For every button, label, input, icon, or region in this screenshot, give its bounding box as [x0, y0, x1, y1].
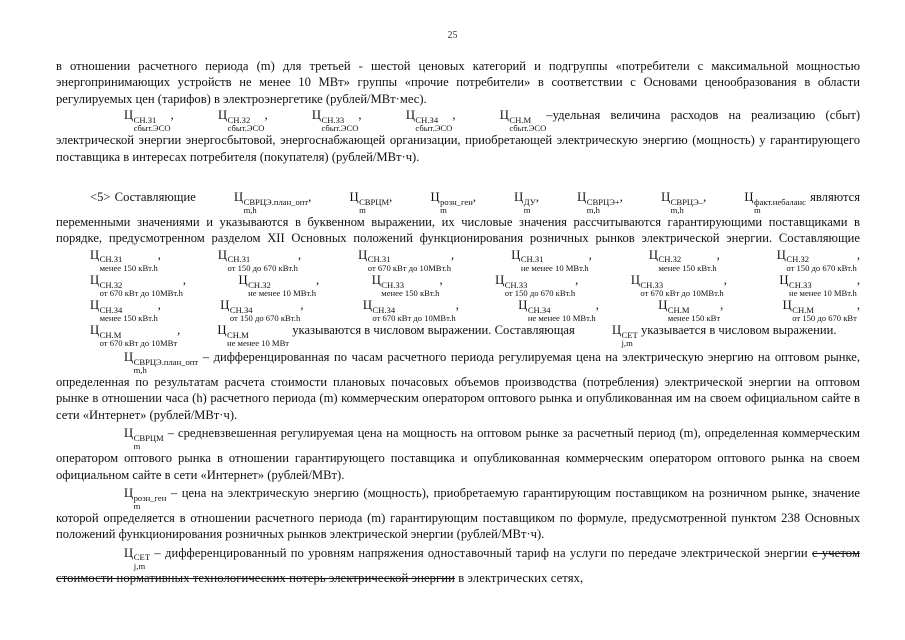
definition-text: – дифференцированный по уровням напряжения одноставочный тариф на услуги по передаче электрической	[154, 545, 761, 560]
formula-symbol-base: Ц	[611, 322, 622, 337]
formula-symbol-base: Ц	[238, 272, 248, 287]
formula-symbol-base: Ц	[430, 190, 440, 205]
formula-symbol	[183, 322, 289, 347]
formula-superscript: СН.З1	[133, 114, 157, 125]
formula-symbol-base: Ц	[661, 190, 671, 205]
paragraph-continuation: в отношении расчетного периода (m) для третьей - шестой ценовых категорий и подгруппы «потребители с максимальной мощностью энергопринимающих устройств не менее 10 МВт» группы «прочие потребители» в соответствии с Основами ценообразования в области регулируемых цен (тарифов) в электроэнергетике (рублей/МВт·мес).	[56, 59, 860, 106]
formula-separator: ,	[856, 272, 860, 287]
formula-indices	[668, 306, 720, 322]
formula-separator: ,	[455, 297, 485, 312]
formula-separator: –	[546, 108, 553, 123]
formula-separator: ,	[308, 190, 316, 205]
formula-indices	[372, 306, 455, 322]
formula-subscript: не менее 10 МВт.h	[520, 262, 589, 273]
formula-superscript: СН.З3	[788, 279, 812, 290]
formula-superscript: СН.З2	[248, 279, 271, 290]
formula-indices	[528, 306, 596, 322]
formula-subscript: m,h	[133, 364, 147, 375]
formula-symbol	[278, 107, 359, 132]
formula-indices	[415, 116, 452, 132]
definition-text: энергии	[764, 545, 808, 560]
formula-indices	[509, 116, 546, 132]
formula-indices	[640, 281, 723, 297]
formula-indices	[100, 281, 183, 297]
formula-subscript: m	[754, 204, 761, 215]
formula-symbol	[200, 189, 308, 214]
formula-indices	[134, 494, 167, 510]
formula-separator: ,	[703, 190, 711, 205]
formula-symbol	[477, 247, 588, 272]
formula-superscript: ДУ	[523, 196, 536, 207]
formula-superscript: СВРЦЭ.план_опт	[243, 196, 309, 207]
formula-symbol	[615, 247, 717, 272]
formula-separator: ,	[297, 247, 325, 262]
formula-indices	[100, 306, 158, 322]
formula-symbol	[745, 272, 856, 297]
formula-symbol	[329, 297, 456, 322]
formula-symbol-group	[90, 545, 154, 571]
formula-separator: ,	[716, 247, 743, 262]
formula-symbol	[186, 297, 300, 322]
paragraph-wholesale-capacity-price	[56, 425, 860, 483]
formula-symbol	[749, 297, 857, 322]
formula-subscript: менее 150 кВт.h	[658, 262, 717, 273]
formula-symbol-base: Ц	[405, 108, 415, 123]
paragraph-transmission-tariff	[56, 545, 860, 586]
formula-symbol-base: Ц	[124, 486, 134, 500]
formula-subscript: сбыт.ЭСО	[321, 123, 359, 134]
formula-separator: ,	[575, 272, 597, 287]
formula-separator: ,	[452, 108, 466, 123]
definition-text: – средневзвешенная регулируемая цена на мощность на оптовом рынке за расчетный период (m), определенная коммерческим оператором оптового рынка в отношении гарантирующего поставщика и опубликованная коммерческим оператором оптового рынка на своем официальном сайте в сети «Интернет» (рублей/МВт).	[56, 426, 860, 482]
formula-symbol-base: Ц	[90, 322, 100, 337]
formula-subscript: m	[359, 204, 366, 215]
formula-subscript: m	[133, 500, 141, 511]
formula-subscript: от 150 до 670 кВт.h	[227, 262, 298, 273]
formula-symbol-base: Ц	[514, 190, 524, 205]
formula-superscript: СВРЦМ	[359, 196, 390, 207]
formula-subscript: от 670 кВт до 10МВт.h	[640, 287, 724, 298]
formula-symbol-base: Ц	[495, 272, 505, 287]
paragraph-retail-price	[56, 485, 860, 543]
formula-indices	[244, 198, 309, 214]
formula-indices	[671, 198, 703, 214]
formula-separator: ,	[358, 108, 372, 123]
formula-symbol	[578, 322, 638, 347]
formula-superscript: СН.М	[792, 304, 814, 315]
formula-separator: ,	[451, 247, 478, 262]
document-body	[56, 58, 860, 586]
formula-superscript: СН.З2	[227, 114, 251, 125]
formula-symbol-group	[578, 322, 641, 348]
formula-superscript: СН.З4	[415, 114, 439, 125]
formula-indices	[248, 281, 316, 297]
formula-subscript: менее 150 кВт.h	[381, 287, 440, 298]
formula-superscript: СН.М	[227, 329, 249, 340]
formula-indices	[321, 116, 358, 132]
formula-subscript: не менее 10 МВт.h	[527, 312, 596, 323]
footnote-lead: <5> Составляющие	[90, 190, 196, 205]
formula-symbol	[338, 272, 440, 297]
formula-superscript: СН.З4	[527, 304, 551, 315]
formula-symbol	[56, 272, 183, 297]
formula-superscript: СН.З3	[640, 279, 664, 290]
formula-indices	[524, 198, 536, 214]
formula-symbol-group	[90, 486, 171, 511]
formula-superscript: СЕТ	[133, 552, 151, 563]
formula-separator: ,	[389, 190, 397, 205]
formula-symbol-base: Ц	[779, 272, 789, 287]
formula-separator: ,	[472, 190, 481, 205]
formula-indices	[100, 331, 177, 347]
formula-symbol-group	[90, 426, 168, 451]
formula-superscript: розн_ген	[440, 196, 473, 207]
formula-superscript: СН.З2	[99, 279, 123, 290]
formula-symbol-base: Ц	[577, 190, 587, 205]
formula-indices	[622, 331, 638, 347]
formula-separator: ,	[619, 190, 628, 205]
formula-superscript: СН.З1	[367, 254, 391, 265]
formula-symbol-base: Ц	[358, 247, 368, 262]
formula-symbol	[543, 189, 620, 214]
page-number: 25	[447, 30, 458, 41]
formula-subscript: не менее 10 МВт.h	[248, 287, 317, 298]
formula-superscript: СН.З4	[99, 304, 123, 315]
formula-symbol-group	[90, 108, 553, 134]
formula-separator: ,	[856, 297, 861, 312]
formula-symbol-base: Ц	[499, 108, 509, 123]
formula-symbol-base: Ц	[648, 247, 658, 262]
formula-symbol	[461, 272, 575, 297]
formula-subscript: от 150 до 670 кВт.h	[229, 312, 301, 323]
formula-symbol-base: Ц	[90, 247, 100, 262]
formula-subscript: m	[133, 440, 141, 451]
formula-superscript: СН.М	[99, 329, 122, 340]
formula-symbol	[597, 272, 724, 297]
formula-indices	[789, 281, 857, 297]
formula-separator: ,	[182, 272, 205, 287]
formula-indices	[230, 306, 300, 322]
formula-symbol	[480, 189, 536, 214]
formula-symbol-base: Ц	[124, 426, 134, 441]
formula-separator: ,	[157, 247, 184, 262]
formula-symbol-base: Ц	[311, 108, 321, 123]
formula-subscript: менее 150 кВт.h	[99, 262, 158, 273]
formula-symbol-base: Ц	[217, 108, 228, 123]
formula-symbol	[56, 322, 177, 347]
formula-symbol-base: Ц	[124, 349, 134, 364]
formula-symbol-base: Ц	[217, 247, 228, 262]
formula-subscript: от 670 кВт до 10МВт.h	[99, 287, 183, 298]
formula-indices	[368, 255, 451, 271]
formula-symbol-group	[90, 349, 203, 375]
formula-symbol	[396, 189, 472, 214]
formula-indices	[227, 331, 289, 347]
formula-indices	[134, 434, 164, 450]
formula-subscript: не менее 10 МВт	[227, 337, 290, 348]
formula-separator: ,	[720, 297, 749, 312]
formula-symbol-base: Ц	[349, 190, 359, 205]
formula-symbol	[324, 247, 451, 272]
formula-subscript: от 150 до 670 кВт	[792, 312, 857, 323]
formula-symbol	[315, 189, 389, 214]
formula-indices	[134, 553, 151, 569]
formula-symbol-base: Ц	[658, 297, 668, 312]
formula-symbol-base: Ц	[233, 190, 244, 205]
formula-indices	[521, 255, 589, 271]
formula-superscript: розн_ген	[133, 492, 167, 503]
formula-symbol-base: Ц	[518, 297, 528, 312]
formula-indices	[134, 116, 171, 132]
formula-superscript: СВРЦЭ–	[670, 196, 704, 207]
formula-separator: ,	[588, 247, 615, 262]
formula-symbol	[56, 247, 158, 272]
footnote-body: указывается в числовом выражении.	[640, 322, 837, 337]
formula-symbol	[484, 297, 595, 322]
formula-indices	[754, 198, 806, 214]
formula-subscript: сбыт.ЭСО	[415, 123, 453, 134]
formula-indices	[505, 281, 575, 297]
formula-subscript: m,h	[586, 204, 600, 215]
formula-indices	[440, 198, 473, 214]
formula-subscript: m	[440, 204, 447, 215]
formula-symbol	[90, 545, 150, 570]
formula-symbol	[184, 247, 298, 272]
formula-indices	[786, 255, 856, 271]
formula-symbol	[710, 189, 806, 214]
formula-symbol-base: Ц	[220, 297, 230, 312]
paragraph-sales-cost-definition	[56, 107, 860, 165]
formula-superscript: факт.небаланс	[754, 196, 806, 207]
formula-separator: ,	[439, 272, 462, 287]
formula-subscript: менее 150 кВт.h	[99, 312, 158, 323]
formula-superscript: СВРЦЭ+	[586, 196, 620, 207]
formula-separator: ,	[595, 297, 625, 312]
formula-indices	[359, 198, 389, 214]
formula-symbol	[372, 107, 453, 132]
formula-superscript: СН.З4	[372, 304, 396, 315]
formula-superscript: СВРЦМ	[133, 432, 164, 443]
formula-superscript: СЕТ	[621, 329, 638, 340]
formula-symbol	[466, 107, 547, 132]
formula-superscript: СН.М	[509, 114, 532, 125]
formula-symbol	[627, 189, 703, 214]
formula-subscript: от 150 до 670 кВт.h	[786, 262, 857, 273]
definition-text: – цена на электрическую энергию (мощность), приобретаемую гарантирующим поставщиком на розничном рынке, значение которой определяется в отношении расчетного периода (m) гарантирующим поставщиком по формуле, предусмотренной пунктом 238 Основных положений функционирования розничных рынков электрической энергии (рублей/МВт·ч).	[56, 486, 860, 542]
formula-subscript: j,m	[133, 560, 146, 571]
formula-superscript: СН.М	[667, 304, 690, 315]
formula-symbol-group	[200, 190, 810, 215]
formula-separator: ,	[856, 247, 861, 262]
formula-symbol-base: Ц	[371, 272, 381, 287]
formula-symbol-base: Ц	[630, 272, 640, 287]
paragraph-wholesale-energy-price	[56, 349, 860, 423]
formula-symbol-base: Ц	[776, 247, 786, 262]
formula-subscript: m	[523, 204, 531, 215]
formula-superscript: СН.З3	[504, 279, 528, 290]
formula-separator: ,	[316, 272, 338, 287]
formula-subscript: m,h	[670, 204, 684, 215]
formula-superscript: СН.З3	[321, 114, 345, 125]
formula-separator: ,	[177, 322, 184, 337]
formula-subscript: сбыт.ЭСО	[509, 123, 547, 134]
formula-symbol-base: Ц	[362, 297, 372, 312]
formula-symbol-base: Ц	[782, 297, 792, 312]
struck-text: с учетом стоимости нормативных технологических потерь электрической энергии	[56, 545, 861, 585]
footnote-body: являются переменными значениями и указываются в буквенном выражении, их числовые значения рассчитываются гарантирующими поставщиками в порядке, предусмотренном разделом XII Основных положений функционирования розничных рынков электрической энергии. Составляющие	[56, 190, 861, 246]
formula-separator: ,	[264, 108, 278, 123]
formula-symbol-base: Ц	[744, 190, 754, 205]
formula-separator: ,	[723, 272, 746, 287]
formula-symbol	[56, 297, 158, 322]
formula-indices	[228, 116, 265, 132]
formula-symbol-base: Ц	[511, 247, 521, 262]
formula-symbol	[90, 485, 166, 510]
formula-separator: ,	[170, 108, 184, 123]
formula-indices	[228, 255, 298, 271]
formula-superscript: СН.З1	[227, 254, 251, 265]
formula-subscript: j,m	[621, 337, 633, 348]
formula-symbol	[624, 297, 720, 322]
formula-subscript: от 670 кВт до 10МВт	[99, 337, 178, 348]
formula-subscript: m,h	[243, 204, 257, 215]
formula-symbol-base: Ц	[90, 272, 100, 287]
formula-separator: ,	[300, 297, 329, 312]
formula-separator: ,	[535, 190, 544, 205]
formula-symbol	[743, 247, 857, 272]
formula-indices	[658, 255, 716, 271]
formula-subscript: менее 150 кВт	[667, 312, 721, 323]
formula-superscript: СН.З3	[381, 279, 404, 290]
formula-indices	[134, 358, 199, 374]
formula-symbol	[184, 107, 265, 132]
formula-symbol-base: Ц	[124, 108, 134, 123]
formula-superscript: СН.З2	[658, 254, 682, 265]
formula-indices	[381, 281, 439, 297]
formula-indices	[587, 198, 620, 214]
formula-symbol	[90, 349, 198, 374]
formula-subscript: от 670 кВт до 10МВт.h	[367, 262, 452, 273]
formula-symbol	[205, 272, 316, 297]
formula-symbol-base: Ц	[124, 545, 134, 560]
paragraph-footnote-5	[56, 189, 860, 347]
formula-superscript: СН.З4	[229, 304, 253, 315]
footnote-body: указываются в числовом выражении. Составляющая	[292, 322, 575, 337]
formula-symbol-base: Ц	[90, 297, 100, 312]
formula-superscript: СВРЦЭ.план_опт	[133, 356, 199, 367]
definition-text: – дифференцированная по часам расчетного периода регулируемая цена на электрическую энергию на оптовом рынке, определенная по результатам расчета стоимости плановых почасовых объемов производства (потребления) электрической энергии на оптовом рынке в отношении часа (h) расчетного периода (m) коммерческим оператором оптового рынка и опубликованная им на своем официальном сайте в сети «Интернет» (рублей/МВт·ч).	[56, 349, 860, 422]
formula-indices	[792, 306, 857, 322]
formula-subscript: не менее 10 МВт.h	[788, 287, 857, 298]
formula-subscript: сбыт.ЭСО	[133, 123, 171, 134]
formula-symbol-base: Ц	[217, 322, 227, 337]
formula-subscript: от 670 кВт до 10МВт.h	[372, 312, 456, 323]
formula-superscript: СН.З2	[786, 254, 810, 265]
formula-symbol	[90, 425, 164, 450]
formula-symbol	[90, 107, 171, 132]
formula-indices	[100, 255, 158, 271]
formula-superscript: СН.З1	[99, 254, 123, 265]
definition-text: удельная величина расходов на реализацию (сбыт) электрической энергии энергосбытовой, энергоснабжающей организации, приобретающей электрическую энергию (мощность) у гарантирующего поставщика в интересах потребителя (покупателя) (рублей/МВт·ч).	[56, 108, 861, 164]
formula-subscript: сбыт.ЭСО	[227, 123, 265, 134]
definition-text: в электрических сетях,	[458, 570, 584, 585]
formula-subscript: от 150 до 670 кВт.h	[504, 287, 576, 298]
formula-separator: ,	[157, 297, 187, 312]
formula-superscript: СН.З1	[520, 254, 544, 265]
